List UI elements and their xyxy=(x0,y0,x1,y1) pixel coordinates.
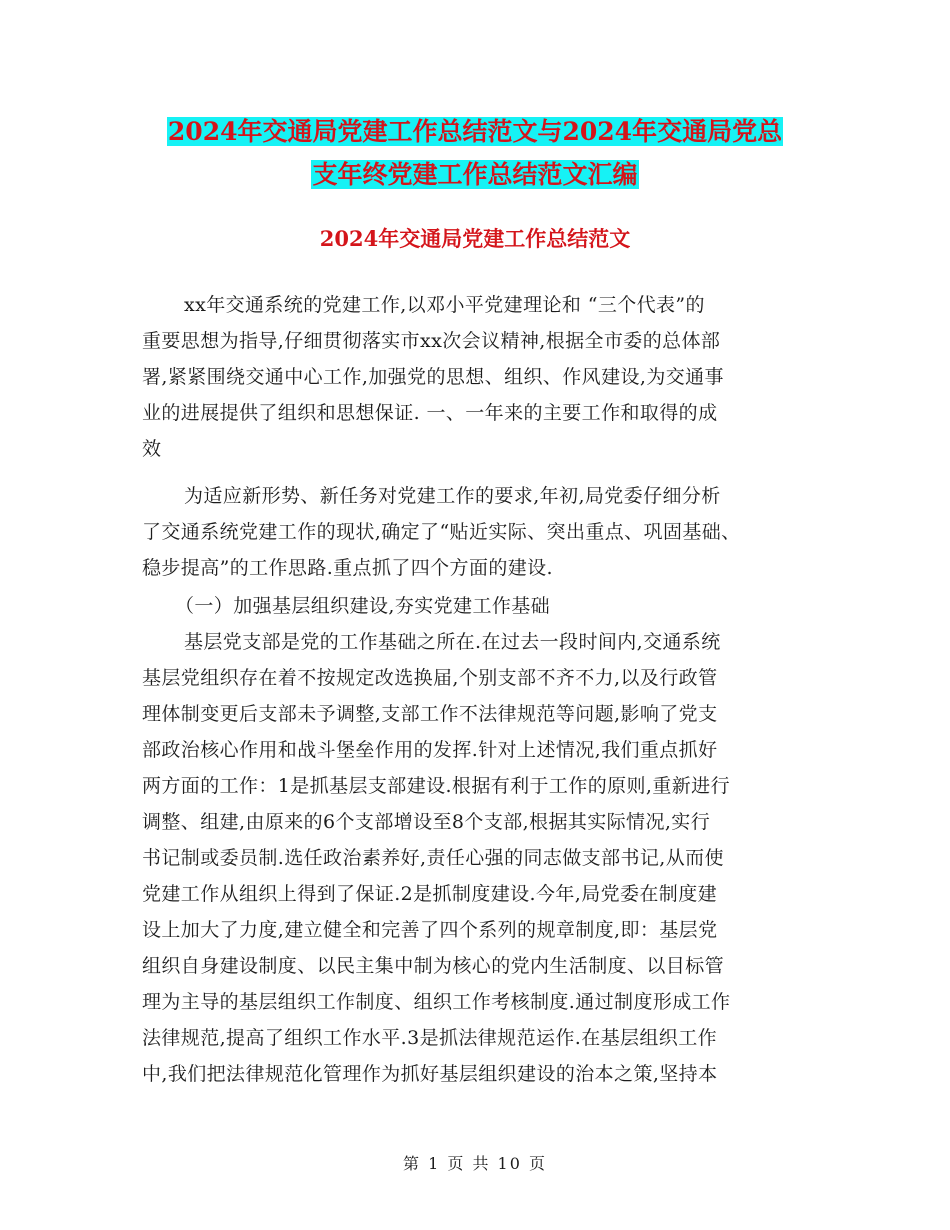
body-line: 法律规范,提高了组织工作水平.3是抓法律规范运作.在基层组织工作 xyxy=(142,1027,718,1049)
body-line: 效 xyxy=(142,438,162,460)
body-line: 书记制或委员制.选任政治素养好,责任心强的同志做支部书记,从而使 xyxy=(142,847,724,869)
body-line: 为适应新形势、新任务对党建工作的要求,年初,局党委仔细分析 xyxy=(184,485,721,507)
subsection-heading: （一）加强基层组织建设,夯实党建工作基础 xyxy=(175,595,551,617)
body-line: 调整、组建,由原来的6个支部增设至8个支部,根据其实际情况,实行 xyxy=(142,811,711,833)
body-line: 党建工作从组织上得到了保证.2是抓制度建设.今年,局党委在制度建 xyxy=(142,883,718,905)
title-highlight: 2024年交通局党建工作总结范文与2024年交通局党总 xyxy=(167,117,783,146)
body-line: 部政治核心作用和战斗堡垒作用的发挥.针对上述情况,我们重点抓好 xyxy=(142,739,718,761)
body-line: 重要思想为指导,仔细贯彻落实市xx次会议精神,根据全市委的总体部 xyxy=(142,330,721,352)
body-line: 组织自身建设制度、以民主集中制为核心的党内生活制度、以目标管 xyxy=(142,955,725,977)
body-line: 基层党支部是党的工作基础之所在.在过去一段时间内,交通系统 xyxy=(184,631,721,653)
body-line: 署,紧紧围绕交通中心工作,加强党的思想、组织、作风建设,为交通事 xyxy=(142,366,724,388)
body-line: 了交通系统党建工作的现状,确定了“贴近实际、突出重点、巩固基础、 xyxy=(142,521,741,543)
body-line: 基层党组织存在着不按规定改选换届,个别支部不齐不力,以及行政管 xyxy=(142,667,718,689)
page-number: 第 1 页 共 10 页 xyxy=(403,1154,547,1173)
body-line: 设上加大了力度,建立健全和完善了四个系列的规章制度,即：基层党 xyxy=(142,919,718,941)
document-title-line-1 xyxy=(0,112,950,152)
section-heading: 2024年交通局党建工作总结范文 xyxy=(319,226,631,251)
body-line: 两方面的工作：1是抓基层支部建设.根据有利于工作的原则,重新进行 xyxy=(142,775,730,797)
body-line: 业的进展提供了组织和思想保证. 一、一年来的主要工作和取得的成 xyxy=(142,402,718,424)
title-highlight: 支年终党建工作总结范文汇编 xyxy=(312,160,638,189)
body-line: 理体制变更后支部未予调整,支部工作不法律规范等问题,影响了党支 xyxy=(142,703,718,725)
body-line: xx年交通系统的党建工作,以邓小平党建理论和 “三个代表”的 xyxy=(184,294,705,316)
body-line: 稳步提高”的工作思路.重点抓了四个方面的建设. xyxy=(142,557,553,579)
body-line: 中,我们把法律规范化管理作为抓好基层组织建设的治本之策,坚持本 xyxy=(142,1063,718,1085)
body-line: 理为主导的基层组织工作制度、组织工作考核制度.通过制度形成工作 xyxy=(142,991,731,1013)
document-title-line-2 xyxy=(0,155,950,195)
